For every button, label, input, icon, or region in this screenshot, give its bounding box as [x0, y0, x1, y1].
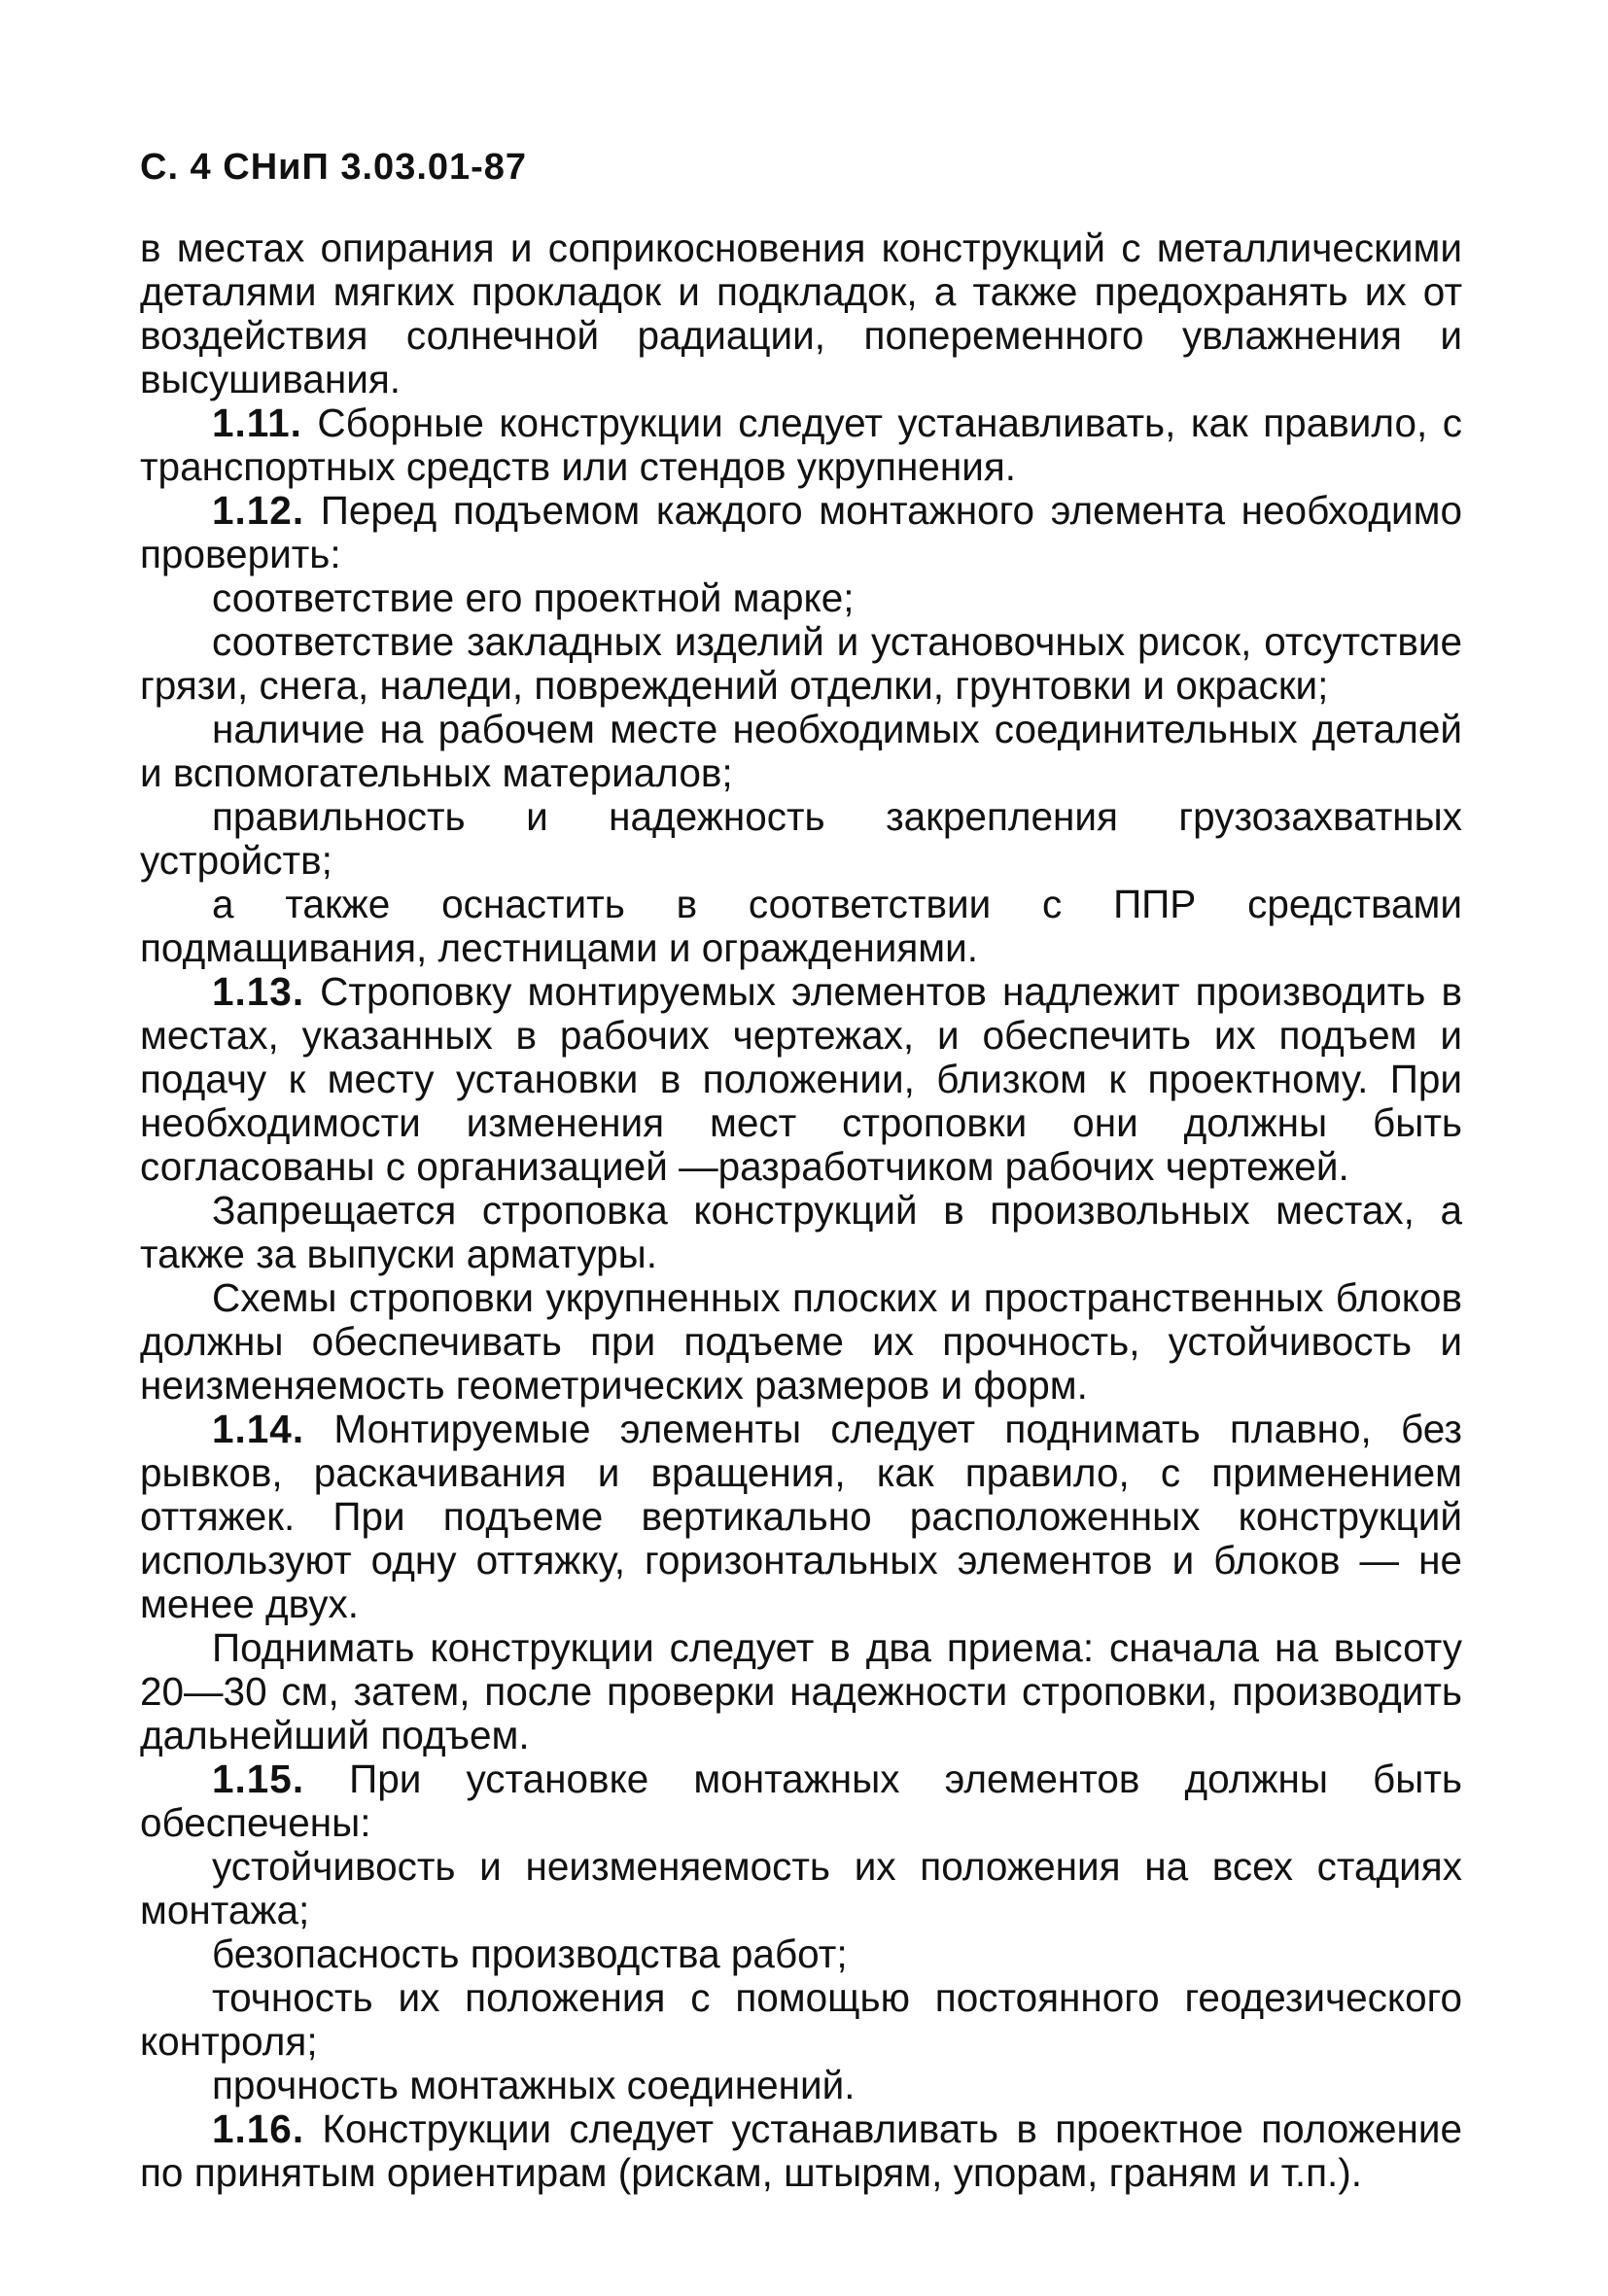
list-item [140, 1845, 1462, 1932]
paragraph [140, 1189, 1462, 1276]
list-item-text: соответствие закладных изделий и установочных рисок, отсутствие грязи, снега, наледи, повреждений отделки, грунтовки и окраски; [140, 619, 1462, 708]
list-item-text: а также оснастить в соответствии с ППР средствами подмащивания, лестницами и ограждениями. [140, 882, 1462, 970]
clause-text: Сборные конструкции следует устанавливать, как правило, с транспортных средств или стендов укрупнения. [140, 400, 1462, 489]
list-item-text: наличие на рабочем месте необходимых соединительных деталей и вспомогательных материалов; [140, 707, 1462, 795]
clause-text: Монтируемые элементы следует поднимать плавно, без рывков, раскачивания и вращения, как правило, с применением оттяжек. При подъеме вертикально расположенных конструкций используют одну оттяжку, горизонтальных элементов и блоков — не менее двух. [140, 1407, 1462, 1626]
clause-number: 1.11. [212, 400, 302, 445]
page-header: С. 4 СНиП 3.03.01-87 [140, 147, 528, 188]
document-page [140, 146, 1462, 2195]
list-item [140, 1932, 1462, 1976]
paragraph-text: Запрещается строповка конструкций в произвольных местах, а также за выпуски арматуры. [140, 1188, 1462, 1276]
clause-text: Конструкции следует устанавливать в проектное положение по принятым ориентирам (рискам, штырям, упорам, граням и т.п.). [140, 2106, 1462, 2195]
clause-number: 1.16. [212, 2106, 305, 2151]
paragraph [140, 1276, 1462, 1408]
paragraph-text: Схемы строповки укрупненных плоских и пространственных блоков должны обеспечивать при подъеме их прочность, устойчивость и неизменяемость геометрических размеров и форм. [140, 1275, 1462, 1408]
paragraph-text: в местах опирания и соприкосновения конструкций с металлическими деталями мягких прокладок и подкладок, а также предохранять их от воздействия солнечной радиации, попеременного увлажнения и высушивания. [140, 226, 1462, 401]
paragraph [140, 1626, 1462, 1757]
clause-number: 1.15. [212, 1757, 305, 1801]
clause-1-12 [140, 489, 1462, 576]
list-item-text: устойчивость и неизменяемость их положения на всех стадиях монтажа; [140, 1844, 1462, 1932]
clause-text: Строповку монтируемых элементов надлежит производить в местах, указанных в рабочих чертежах, и обеспечить их подъем и подачу к месту установки в положении, близком к проектному. При необходимости изменения мест строповки они должны быть согласованы с организацией —разработчиком рабочих чертежей. [140, 969, 1462, 1189]
list-item-text: соответствие его проектной марке; [212, 575, 855, 620]
list-item [140, 795, 1462, 883]
list-item-text: точность их положения с помощью постоянного геодезического контроля; [140, 1975, 1462, 2064]
paragraph-continuation [140, 226, 1462, 401]
list-item [140, 576, 1462, 620]
clause-1-16 [140, 2107, 1462, 2195]
list-item [140, 620, 1462, 708]
clause-number: 1.14. [212, 1407, 305, 1451]
list-item-text: безопасность производства работ; [212, 1931, 848, 1976]
clause-text: Перед подъемом каждого монтажного элемента необходимо проверить: [140, 488, 1462, 576]
clause-text: При установке монтажных элементов должны быть обеспечены: [140, 1757, 1462, 1845]
list-item [140, 2064, 1462, 2107]
clause-number: 1.13. [212, 969, 305, 1014]
list-item [140, 883, 1462, 970]
list-item-text: правильность и надежность закрепления грузозахватных устройств; [140, 794, 1462, 883]
paragraph-text: Поднимать конструкции следует в два приема: сначала на высоту 20—30 см, затем, после проверки надежности строповки, производить дальнейший подъем. [140, 1625, 1462, 1757]
list-item [140, 708, 1462, 795]
clause-number: 1.12. [212, 488, 305, 533]
clause-1-11 [140, 401, 1462, 489]
clause-1-14 [140, 1408, 1462, 1626]
list-item [140, 1976, 1462, 2064]
clause-1-15 [140, 1757, 1462, 1845]
list-item-text: прочность монтажных соединений. [212, 2063, 856, 2107]
clause-1-13 [140, 970, 1462, 1189]
